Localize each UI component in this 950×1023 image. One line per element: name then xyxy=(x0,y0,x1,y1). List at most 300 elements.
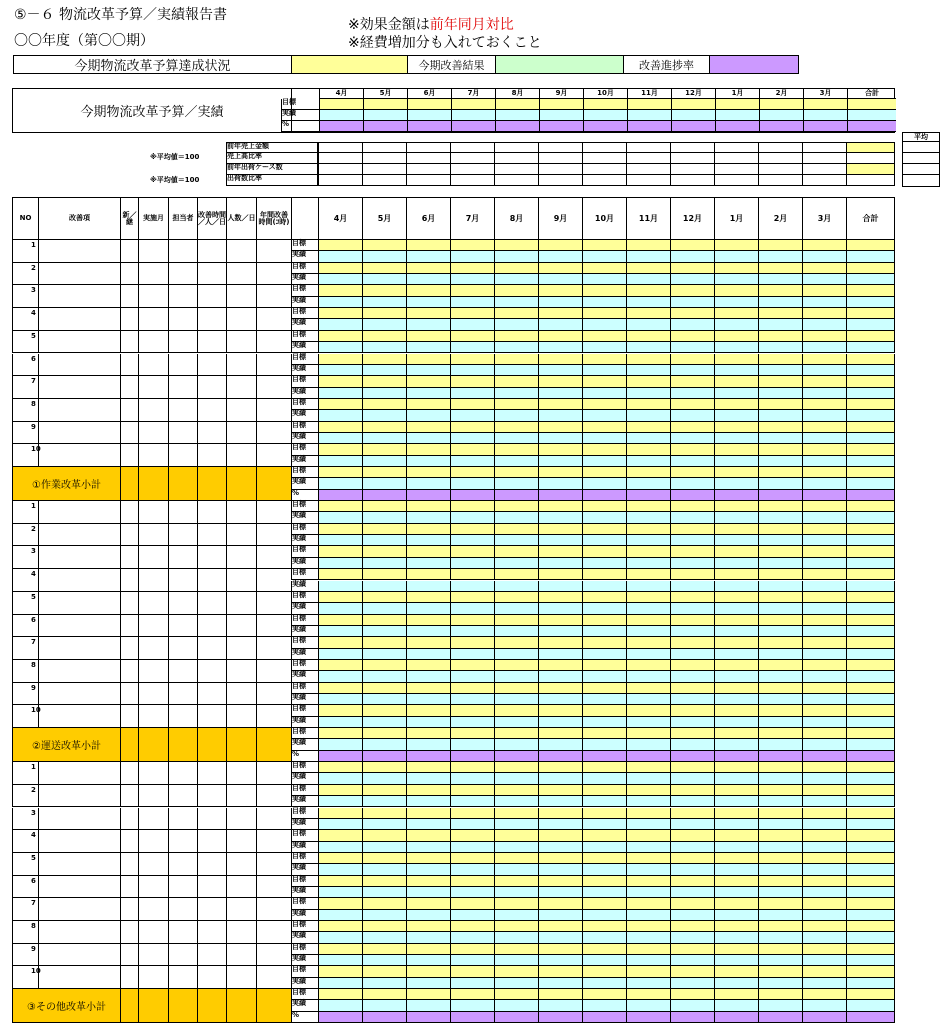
subtotal-value-cell[interactable] xyxy=(758,478,802,489)
col-time-cell[interactable] xyxy=(197,240,226,263)
target-cell[interactable] xyxy=(846,546,895,557)
actual-cell[interactable] xyxy=(670,433,714,444)
index-cell[interactable] xyxy=(670,164,714,175)
target-cell[interactable] xyxy=(582,660,626,671)
actual-cell[interactable] xyxy=(758,512,802,523)
col-new-old-cell[interactable] xyxy=(120,376,138,399)
target-cell[interactable] xyxy=(670,808,714,819)
col-new-old-cell[interactable] xyxy=(120,762,138,785)
target-cell[interactable] xyxy=(758,263,802,274)
target-cell[interactable] xyxy=(494,569,538,580)
actual-cell[interactable] xyxy=(406,319,450,330)
target-cell[interactable] xyxy=(406,853,450,864)
subtotal-value-cell[interactable] xyxy=(626,490,670,501)
actual-cell[interactable] xyxy=(714,603,758,614)
col-new-old-cell[interactable] xyxy=(120,615,138,638)
subtotal-value-cell[interactable] xyxy=(450,490,494,501)
budget-cell[interactable] xyxy=(495,110,539,121)
target-cell[interactable] xyxy=(802,830,846,841)
actual-cell[interactable] xyxy=(714,342,758,353)
actual-cell[interactable] xyxy=(626,512,670,523)
target-cell[interactable] xyxy=(670,240,714,251)
col-time-cell[interactable] xyxy=(197,660,226,683)
subtotal-value-cell[interactable] xyxy=(626,467,670,478)
col-people-cell[interactable] xyxy=(226,944,256,967)
subtotal-value-cell[interactable] xyxy=(538,1000,582,1011)
actual-cell[interactable] xyxy=(714,887,758,898)
target-cell[interactable] xyxy=(318,637,362,648)
target-cell[interactable] xyxy=(494,762,538,773)
actual-cell[interactable] xyxy=(670,955,714,966)
col-month-cell[interactable] xyxy=(138,524,168,547)
budget-cell[interactable] xyxy=(671,110,715,121)
target-cell[interactable] xyxy=(450,546,494,557)
index-cell[interactable] xyxy=(758,175,802,186)
actual-cell[interactable] xyxy=(450,887,494,898)
col-annual-cell[interactable] xyxy=(256,876,291,899)
target-cell[interactable] xyxy=(450,898,494,909)
target-cell[interactable] xyxy=(450,944,494,955)
actual-cell[interactable] xyxy=(758,456,802,467)
col-item-cell[interactable] xyxy=(38,501,120,524)
actual-cell[interactable] xyxy=(406,512,450,523)
target-cell[interactable] xyxy=(714,354,758,365)
col-month-cell[interactable] xyxy=(138,785,168,808)
target-cell[interactable] xyxy=(802,637,846,648)
budget-cell[interactable] xyxy=(759,121,803,132)
target-cell[interactable] xyxy=(758,399,802,410)
col-item-cell[interactable] xyxy=(38,876,120,899)
actual-cell[interactable] xyxy=(714,955,758,966)
actual-cell[interactable] xyxy=(450,581,494,592)
target-cell[interactable] xyxy=(494,444,538,455)
actual-cell[interactable] xyxy=(846,581,895,592)
col-item-cell[interactable] xyxy=(38,592,120,615)
actual-cell[interactable] xyxy=(318,887,362,898)
target-cell[interactable] xyxy=(626,285,670,296)
actual-cell[interactable] xyxy=(626,864,670,875)
target-cell[interactable] xyxy=(362,615,406,626)
col-people-cell[interactable] xyxy=(226,331,256,354)
col-month-cell[interactable] xyxy=(138,830,168,853)
actual-cell[interactable] xyxy=(318,535,362,546)
actual-cell[interactable] xyxy=(318,671,362,682)
actual-cell[interactable] xyxy=(846,342,895,353)
subtotal-value-cell[interactable] xyxy=(362,467,406,478)
target-cell[interactable] xyxy=(582,592,626,603)
actual-cell[interactable] xyxy=(406,955,450,966)
target-cell[interactable] xyxy=(582,444,626,455)
actual-cell[interactable] xyxy=(494,319,538,330)
actual-cell[interactable] xyxy=(626,978,670,989)
actual-cell[interactable] xyxy=(626,603,670,614)
target-cell[interactable] xyxy=(450,444,494,455)
col-item-cell[interactable] xyxy=(38,808,120,831)
col-item-cell[interactable] xyxy=(38,921,120,944)
result-value-cell[interactable] xyxy=(496,56,624,73)
index-cell[interactable] xyxy=(450,153,494,164)
actual-cell[interactable] xyxy=(802,796,846,807)
subtotal-value-cell[interactable] xyxy=(802,989,846,1000)
target-cell[interactable] xyxy=(670,524,714,535)
actual-cell[interactable] xyxy=(362,955,406,966)
actual-cell[interactable] xyxy=(758,694,802,705)
target-cell[interactable] xyxy=(450,966,494,977)
actual-cell[interactable] xyxy=(538,456,582,467)
col-person-cell[interactable] xyxy=(168,308,197,331)
subtotal-value-cell[interactable] xyxy=(670,1012,714,1023)
subtotal-value-cell[interactable] xyxy=(406,1000,450,1011)
budget-cell[interactable] xyxy=(363,99,407,110)
actual-cell[interactable] xyxy=(626,932,670,943)
subtotal-value-cell[interactable] xyxy=(494,467,538,478)
target-cell[interactable] xyxy=(538,263,582,274)
actual-cell[interactable] xyxy=(450,410,494,421)
index-cell[interactable] xyxy=(538,153,582,164)
subtotal-value-cell[interactable] xyxy=(494,478,538,489)
actual-cell[interactable] xyxy=(802,694,846,705)
col-time-cell[interactable] xyxy=(197,876,226,899)
target-cell[interactable] xyxy=(582,376,626,387)
target-cell[interactable] xyxy=(626,853,670,864)
subtotal-value-cell[interactable] xyxy=(714,728,758,739)
actual-cell[interactable] xyxy=(450,773,494,784)
actual-cell[interactable] xyxy=(802,819,846,830)
col-time-cell[interactable] xyxy=(197,966,226,989)
actual-cell[interactable] xyxy=(714,773,758,784)
target-cell[interactable] xyxy=(538,308,582,319)
actual-cell[interactable] xyxy=(538,388,582,399)
index-cell[interactable] xyxy=(582,153,626,164)
actual-cell[interactable] xyxy=(406,342,450,353)
actual-cell[interactable] xyxy=(450,512,494,523)
actual-cell[interactable] xyxy=(846,251,895,262)
target-cell[interactable] xyxy=(626,501,670,512)
target-cell[interactable] xyxy=(582,921,626,932)
target-cell[interactable] xyxy=(318,263,362,274)
actual-cell[interactable] xyxy=(318,512,362,523)
target-cell[interactable] xyxy=(714,399,758,410)
col-item-cell[interactable] xyxy=(38,762,120,785)
actual-cell[interactable] xyxy=(494,626,538,637)
index-cell[interactable] xyxy=(714,142,758,153)
target-cell[interactable] xyxy=(802,898,846,909)
target-cell[interactable] xyxy=(802,853,846,864)
target-cell[interactable] xyxy=(758,808,802,819)
actual-cell[interactable] xyxy=(538,842,582,853)
col-person-cell[interactable] xyxy=(168,331,197,354)
actual-cell[interactable] xyxy=(846,796,895,807)
actual-cell[interactable] xyxy=(582,932,626,943)
subtotal-value-cell[interactable] xyxy=(362,1012,406,1023)
actual-cell[interactable] xyxy=(846,910,895,921)
target-cell[interactable] xyxy=(494,830,538,841)
col-annual-cell[interactable] xyxy=(256,569,291,592)
subtotal-value-cell[interactable] xyxy=(846,1012,895,1023)
target-cell[interactable] xyxy=(802,876,846,887)
actual-cell[interactable] xyxy=(494,388,538,399)
col-person-cell[interactable] xyxy=(168,376,197,399)
actual-cell[interactable] xyxy=(362,773,406,784)
actual-cell[interactable] xyxy=(406,910,450,921)
subtotal-value-cell[interactable] xyxy=(582,751,626,762)
subtotal-value-cell[interactable] xyxy=(802,490,846,501)
col-time-cell[interactable] xyxy=(197,524,226,547)
actual-cell[interactable] xyxy=(406,251,450,262)
subtotal-value-cell[interactable] xyxy=(318,728,362,739)
actual-cell[interactable] xyxy=(802,456,846,467)
actual-cell[interactable] xyxy=(670,626,714,637)
col-new-old-cell[interactable] xyxy=(120,808,138,831)
target-cell[interactable] xyxy=(714,331,758,342)
col-month-cell[interactable] xyxy=(138,422,168,445)
target-cell[interactable] xyxy=(714,683,758,694)
actual-cell[interactable] xyxy=(582,365,626,376)
actual-cell[interactable] xyxy=(846,319,895,330)
subtotal-value-cell[interactable] xyxy=(406,478,450,489)
actual-cell[interactable] xyxy=(450,388,494,399)
actual-cell[interactable] xyxy=(362,535,406,546)
col-item-cell[interactable] xyxy=(38,376,120,399)
actual-cell[interactable] xyxy=(494,819,538,830)
actual-cell[interactable] xyxy=(494,773,538,784)
budget-cell[interactable] xyxy=(363,121,407,132)
col-new-old-cell[interactable] xyxy=(120,569,138,592)
actual-cell[interactable] xyxy=(450,864,494,875)
subtotal-value-cell[interactable] xyxy=(714,989,758,1000)
actual-cell[interactable] xyxy=(582,512,626,523)
budget-cell[interactable] xyxy=(627,110,671,121)
subtotal-value-cell[interactable] xyxy=(582,467,626,478)
actual-cell[interactable] xyxy=(582,717,626,728)
subtotal-value-cell[interactable] xyxy=(626,1000,670,1011)
actual-cell[interactable] xyxy=(626,535,670,546)
col-annual-cell[interactable] xyxy=(256,615,291,638)
col-annual-cell[interactable] xyxy=(256,501,291,524)
col-new-old-cell[interactable] xyxy=(120,308,138,331)
index-cell[interactable] xyxy=(494,142,538,153)
actual-cell[interactable] xyxy=(538,694,582,705)
target-cell[interactable] xyxy=(318,660,362,671)
target-cell[interactable] xyxy=(406,354,450,365)
target-cell[interactable] xyxy=(626,444,670,455)
col-time-cell[interactable] xyxy=(197,808,226,831)
col-person-cell[interactable] xyxy=(168,615,197,638)
index-cell[interactable] xyxy=(362,142,406,153)
actual-cell[interactable] xyxy=(758,535,802,546)
target-cell[interactable] xyxy=(626,876,670,887)
col-people-cell[interactable] xyxy=(226,830,256,853)
actual-cell[interactable] xyxy=(406,274,450,285)
actual-cell[interactable] xyxy=(670,581,714,592)
target-cell[interactable] xyxy=(670,592,714,603)
actual-cell[interactable] xyxy=(538,603,582,614)
budget-cell[interactable] xyxy=(363,110,407,121)
actual-cell[interactable] xyxy=(538,955,582,966)
col-annual-cell[interactable] xyxy=(256,966,291,989)
target-cell[interactable] xyxy=(450,808,494,819)
target-cell[interactable] xyxy=(846,853,895,864)
col-person-cell[interactable] xyxy=(168,853,197,876)
target-cell[interactable] xyxy=(714,376,758,387)
target-cell[interactable] xyxy=(450,285,494,296)
target-cell[interactable] xyxy=(494,285,538,296)
subtotal-value-cell[interactable] xyxy=(318,478,362,489)
target-cell[interactable] xyxy=(802,808,846,819)
col-annual-cell[interactable] xyxy=(256,592,291,615)
actual-cell[interactable] xyxy=(450,603,494,614)
target-cell[interactable] xyxy=(802,354,846,365)
target-cell[interactable] xyxy=(494,637,538,648)
target-cell[interactable] xyxy=(626,898,670,909)
col-item-cell[interactable] xyxy=(38,785,120,808)
subtotal-value-cell[interactable] xyxy=(758,751,802,762)
subtotal-value-cell[interactable] xyxy=(362,989,406,1000)
target-cell[interactable] xyxy=(626,308,670,319)
target-cell[interactable] xyxy=(406,569,450,580)
subtotal-value-cell[interactable] xyxy=(494,739,538,750)
actual-cell[interactable] xyxy=(450,717,494,728)
actual-cell[interactable] xyxy=(538,274,582,285)
col-month-cell[interactable] xyxy=(138,376,168,399)
target-cell[interactable] xyxy=(318,422,362,433)
index-cell[interactable] xyxy=(362,164,406,175)
target-cell[interactable] xyxy=(362,285,406,296)
actual-cell[interactable] xyxy=(846,842,895,853)
target-cell[interactable] xyxy=(846,615,895,626)
col-people-cell[interactable] xyxy=(226,376,256,399)
subtotal-value-cell[interactable] xyxy=(846,728,895,739)
col-time-cell[interactable] xyxy=(197,762,226,785)
budget-cell[interactable] xyxy=(847,99,896,110)
subtotal-value-cell[interactable] xyxy=(670,989,714,1000)
actual-cell[interactable] xyxy=(582,887,626,898)
target-cell[interactable] xyxy=(582,944,626,955)
target-cell[interactable] xyxy=(406,285,450,296)
col-people-cell[interactable] xyxy=(226,921,256,944)
actual-cell[interactable] xyxy=(802,251,846,262)
target-cell[interactable] xyxy=(406,944,450,955)
target-cell[interactable] xyxy=(758,354,802,365)
target-cell[interactable] xyxy=(406,898,450,909)
col-new-old-cell[interactable] xyxy=(120,524,138,547)
col-new-old-cell[interactable] xyxy=(120,240,138,263)
actual-cell[interactable] xyxy=(318,388,362,399)
budget-cell[interactable] xyxy=(671,121,715,132)
target-cell[interactable] xyxy=(758,240,802,251)
actual-cell[interactable] xyxy=(802,649,846,660)
target-cell[interactable] xyxy=(846,376,895,387)
col-people-cell[interactable] xyxy=(226,853,256,876)
target-cell[interactable] xyxy=(538,762,582,773)
target-cell[interactable] xyxy=(670,285,714,296)
target-cell[interactable] xyxy=(670,830,714,841)
target-cell[interactable] xyxy=(714,263,758,274)
target-cell[interactable] xyxy=(714,966,758,977)
col-person-cell[interactable] xyxy=(168,660,197,683)
actual-cell[interactable] xyxy=(494,535,538,546)
col-time-cell[interactable] xyxy=(197,830,226,853)
target-cell[interactable] xyxy=(494,331,538,342)
index-cell[interactable] xyxy=(318,153,362,164)
col-time-cell[interactable] xyxy=(197,853,226,876)
actual-cell[interactable] xyxy=(318,365,362,376)
target-cell[interactable] xyxy=(626,808,670,819)
target-cell[interactable] xyxy=(626,376,670,387)
index-cell[interactable] xyxy=(494,175,538,186)
index-cell[interactable] xyxy=(802,153,846,164)
target-cell[interactable] xyxy=(582,615,626,626)
actual-cell[interactable] xyxy=(582,342,626,353)
target-cell[interactable] xyxy=(582,422,626,433)
actual-cell[interactable] xyxy=(802,319,846,330)
actual-cell[interactable] xyxy=(626,819,670,830)
col-month-cell[interactable] xyxy=(138,966,168,989)
target-cell[interactable] xyxy=(714,808,758,819)
actual-cell[interactable] xyxy=(626,796,670,807)
target-cell[interactable] xyxy=(362,966,406,977)
col-time-cell[interactable] xyxy=(197,263,226,286)
budget-cell[interactable] xyxy=(759,110,803,121)
col-person-cell[interactable] xyxy=(168,637,197,660)
target-cell[interactable] xyxy=(538,898,582,909)
col-item-cell[interactable] xyxy=(38,354,120,377)
target-cell[interactable] xyxy=(758,830,802,841)
actual-cell[interactable] xyxy=(494,365,538,376)
target-cell[interactable] xyxy=(318,853,362,864)
target-cell[interactable] xyxy=(538,354,582,365)
target-cell[interactable] xyxy=(846,921,895,932)
target-cell[interactable] xyxy=(714,660,758,671)
col-people-cell[interactable] xyxy=(226,399,256,422)
target-cell[interactable] xyxy=(802,422,846,433)
actual-cell[interactable] xyxy=(846,365,895,376)
actual-cell[interactable] xyxy=(362,297,406,308)
col-new-old-cell[interactable] xyxy=(120,921,138,944)
col-month-cell[interactable] xyxy=(138,876,168,899)
target-cell[interactable] xyxy=(538,546,582,557)
target-cell[interactable] xyxy=(670,660,714,671)
subtotal-value-cell[interactable] xyxy=(714,739,758,750)
subtotal-value-cell[interactable] xyxy=(714,1000,758,1011)
target-cell[interactable] xyxy=(406,399,450,410)
col-new-old-cell[interactable] xyxy=(120,660,138,683)
index-cell[interactable] xyxy=(714,153,758,164)
index-cell[interactable] xyxy=(318,164,362,175)
actual-cell[interactable] xyxy=(406,773,450,784)
target-cell[interactable] xyxy=(318,876,362,887)
budget-cell[interactable] xyxy=(847,121,896,132)
target-cell[interactable] xyxy=(846,762,895,773)
target-cell[interactable] xyxy=(626,683,670,694)
actual-cell[interactable] xyxy=(538,342,582,353)
target-cell[interactable] xyxy=(714,705,758,716)
col-item-cell[interactable] xyxy=(38,853,120,876)
col-people-cell[interactable] xyxy=(226,240,256,263)
index-cell[interactable] xyxy=(582,175,626,186)
budget-cell[interactable] xyxy=(803,121,847,132)
target-cell[interactable] xyxy=(582,898,626,909)
actual-cell[interactable] xyxy=(406,558,450,569)
target-cell[interactable] xyxy=(362,785,406,796)
col-annual-cell[interactable] xyxy=(256,240,291,263)
actual-cell[interactable] xyxy=(406,887,450,898)
col-time-cell[interactable] xyxy=(197,569,226,592)
target-cell[interactable] xyxy=(406,876,450,887)
actual-cell[interactable] xyxy=(670,717,714,728)
actual-cell[interactable] xyxy=(494,910,538,921)
target-cell[interactable] xyxy=(758,331,802,342)
